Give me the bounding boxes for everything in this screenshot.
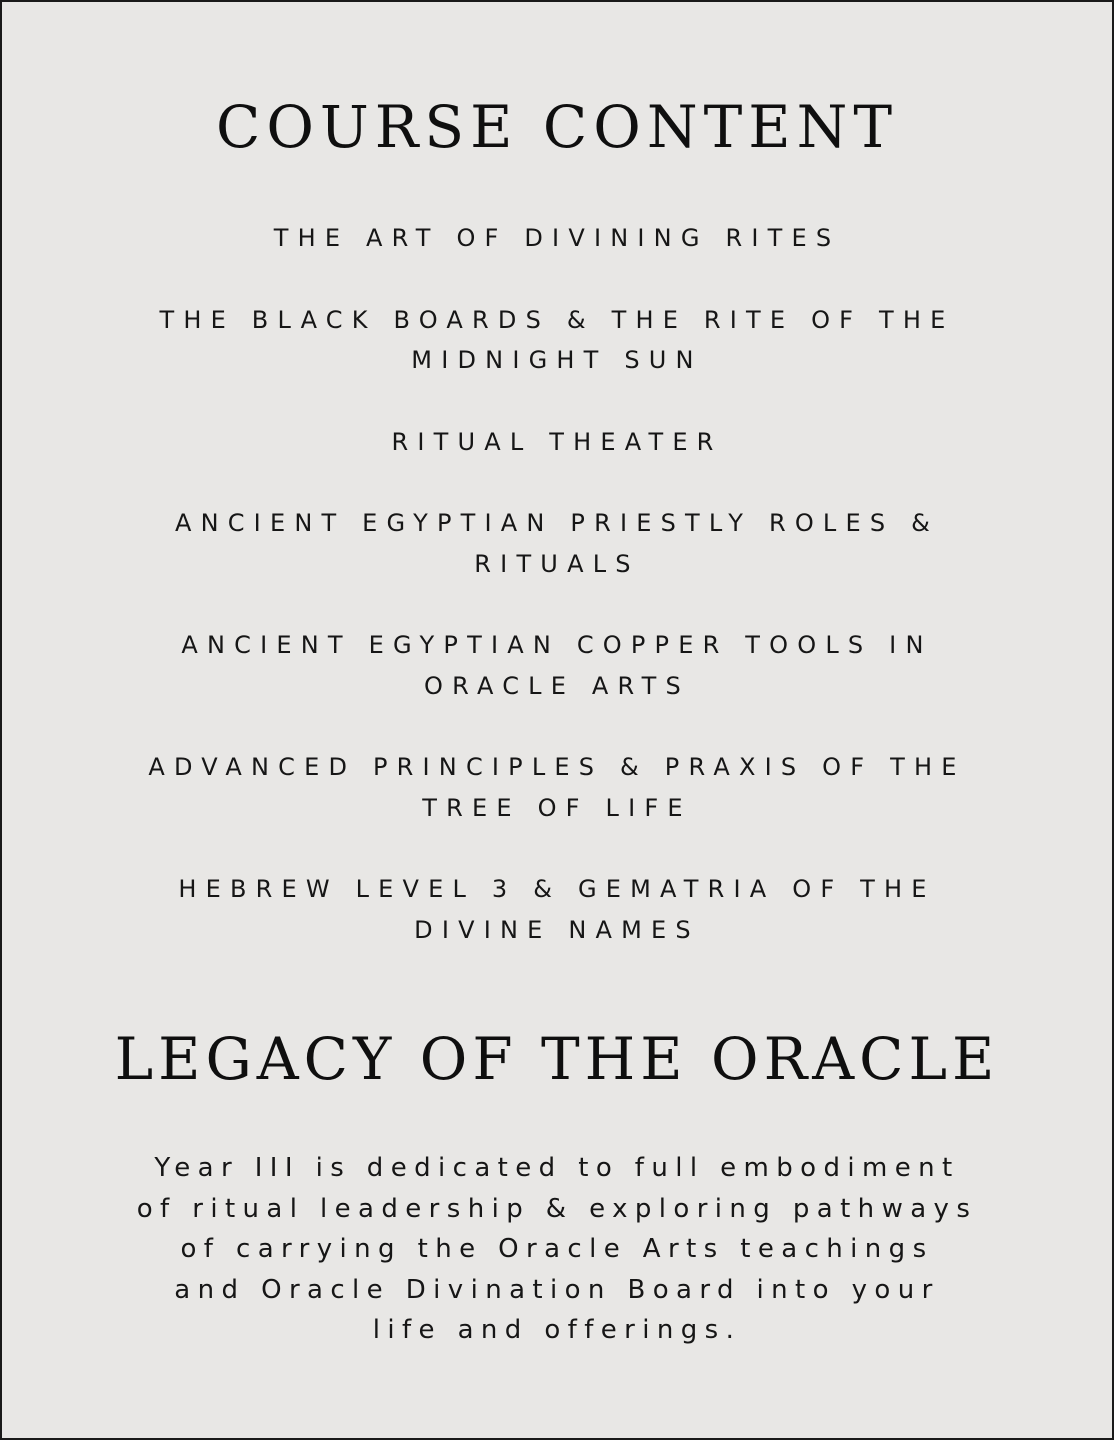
legacy-description-line: Year III is dedicated to full embodiment xyxy=(154,1153,960,1183)
course-item xyxy=(2,747,1112,828)
course-item xyxy=(2,300,1112,381)
legacy-description-line: life and offerings. xyxy=(372,1315,742,1345)
course-item-line: THE ART OF DIVINING RITES xyxy=(273,224,841,252)
course-item-line: ANCIENT EGYPTIAN PRIESTLY ROLES & xyxy=(174,509,940,537)
course-item xyxy=(2,218,1112,259)
course-item-line: TREE OF LIFE xyxy=(422,793,692,822)
course-item xyxy=(2,503,1112,584)
course-content-list xyxy=(2,218,1112,991)
legacy-description xyxy=(2,1148,1112,1351)
course-item-line: RITUALS xyxy=(474,549,640,578)
course-item-line: HEBREW LEVEL 3 & GEMATRIA OF THE xyxy=(178,875,936,903)
legacy-heading: LEGACY OF THE ORACLE xyxy=(114,1025,1000,1093)
legacy-description-line: of carrying the Oracle Arts teachings xyxy=(180,1234,934,1264)
course-item-line: DIVINE NAMES xyxy=(414,915,700,944)
course-item xyxy=(2,869,1112,950)
course-item-line: ADVANCED PRINCIPLES & PRAXIS OF THE xyxy=(148,753,966,781)
course-item-line: ANCIENT EGYPTIAN COPPER TOOLS IN xyxy=(181,631,933,659)
legacy-description-line: of ritual leadership & exploring pathways xyxy=(136,1193,978,1224)
course-item-line: THE BLACK BOARDS & THE RITE OF THE xyxy=(159,305,955,334)
course-item-line: MIDNIGHT SUN xyxy=(411,346,703,374)
course-item xyxy=(2,625,1112,706)
course-content-heading: COURSE CONTENT xyxy=(215,93,899,161)
legacy-description-line: and Oracle Divination Board into your xyxy=(174,1274,940,1305)
course-item-line: ORACLE ARTS xyxy=(424,671,690,700)
course-item-line: RITUAL THEATER xyxy=(391,427,723,456)
course-item xyxy=(2,422,1112,463)
